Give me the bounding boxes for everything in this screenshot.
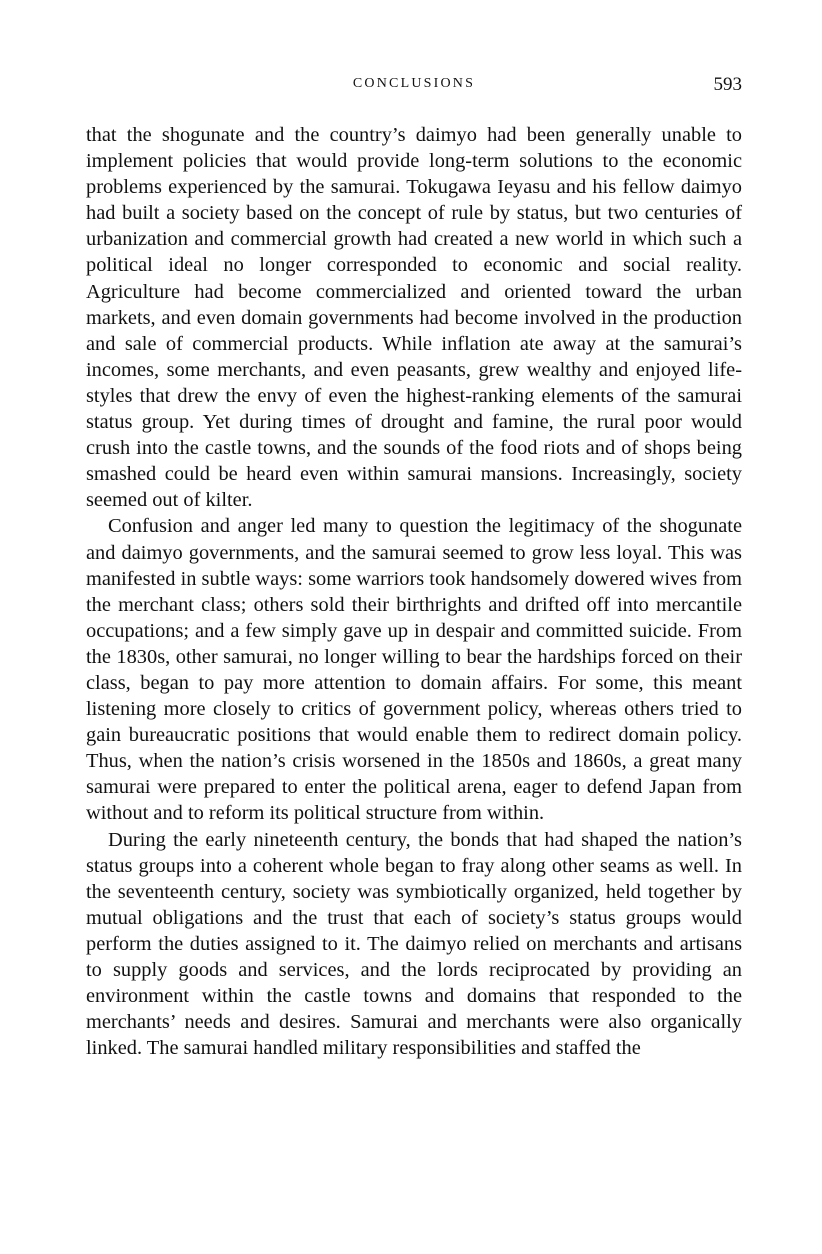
paragraph-2: Confusion and anger led many to question the legitimacy of the shogunate and daimyo governments, and the samurai seemed to grow less loyal. This was manifested in subtle ways: some warriors took handsomely dowered wives from the merchant class; others sold their birthrights and drifted off into mercantile occupations; and a few simply gave up in despair and committed suicide. From the 1830s, other samurai, no longer willing to bear the hardships forced on their class, began to pay more attention to domain affairs. For some, this meant listening more closely to critics of government policy, whereas others tried to gain bureaucratic positions that would enable them to redirect domain policy. Thus, when the nation’s crisis worsened in the 1850s and 1860s, a great many samurai were prepared to enter the political arena, eager to defend Japan from without and to reform its political structure from within. [86,515,742,825]
running-head [86,70,742,104]
chapter-title: CONCLUSIONS [352,76,476,91]
book-page [86,70,742,1061]
page-number: 593 [713,74,742,95]
paragraph-3: During the early nineteenth century, the bonds that had shaped the nation’s status groups into a coherent whole began to fray along other seams as well. In the seventeenth century, society was symbiotically organized, held together by mutual obligations and the trust that each of society’s status groups would perform the duties assigned to it. The daimyo relied on merchants and artisans to supply goods and services, and the lords reciprocated by providing an environment within the castle towns and domains that responded to the merchants’ needs and desires. Samurai and merchants were also organically linked. The samurai handled military responsibilities and staffed the [86,828,742,1060]
body-text [86,122,742,1061]
paragraph-1: that the shogunate and the country’s daimyo had been generally unable to implement policies that would provide long-term solutions to the economic problems experienced by the samurai. Tokugawa Ieyasu and his fellow daimyo had built a society based on the concept of rule by status, but two centuries of urbanization and commercial growth had created a new world in which such a political ideal no longer corresponded to economic and social reality. Agriculture had become commercialized and oriented toward the urban markets, and even domain governments had become involved in the production and sale of commercial products. While inflation ate away at the samurai’s incomes, some merchants, and even peasants, grew wealthy and enjoyed life-styles that drew the envy of even the highest-ranking elements of the samurai status group. Yet during times of drought and famine, the rural poor would crush into the castle towns, and the sounds of the food riots and of shops being smashed could be heard even within samurai mansions. Increasingly, society seemed out of kilter. [86,124,742,512]
